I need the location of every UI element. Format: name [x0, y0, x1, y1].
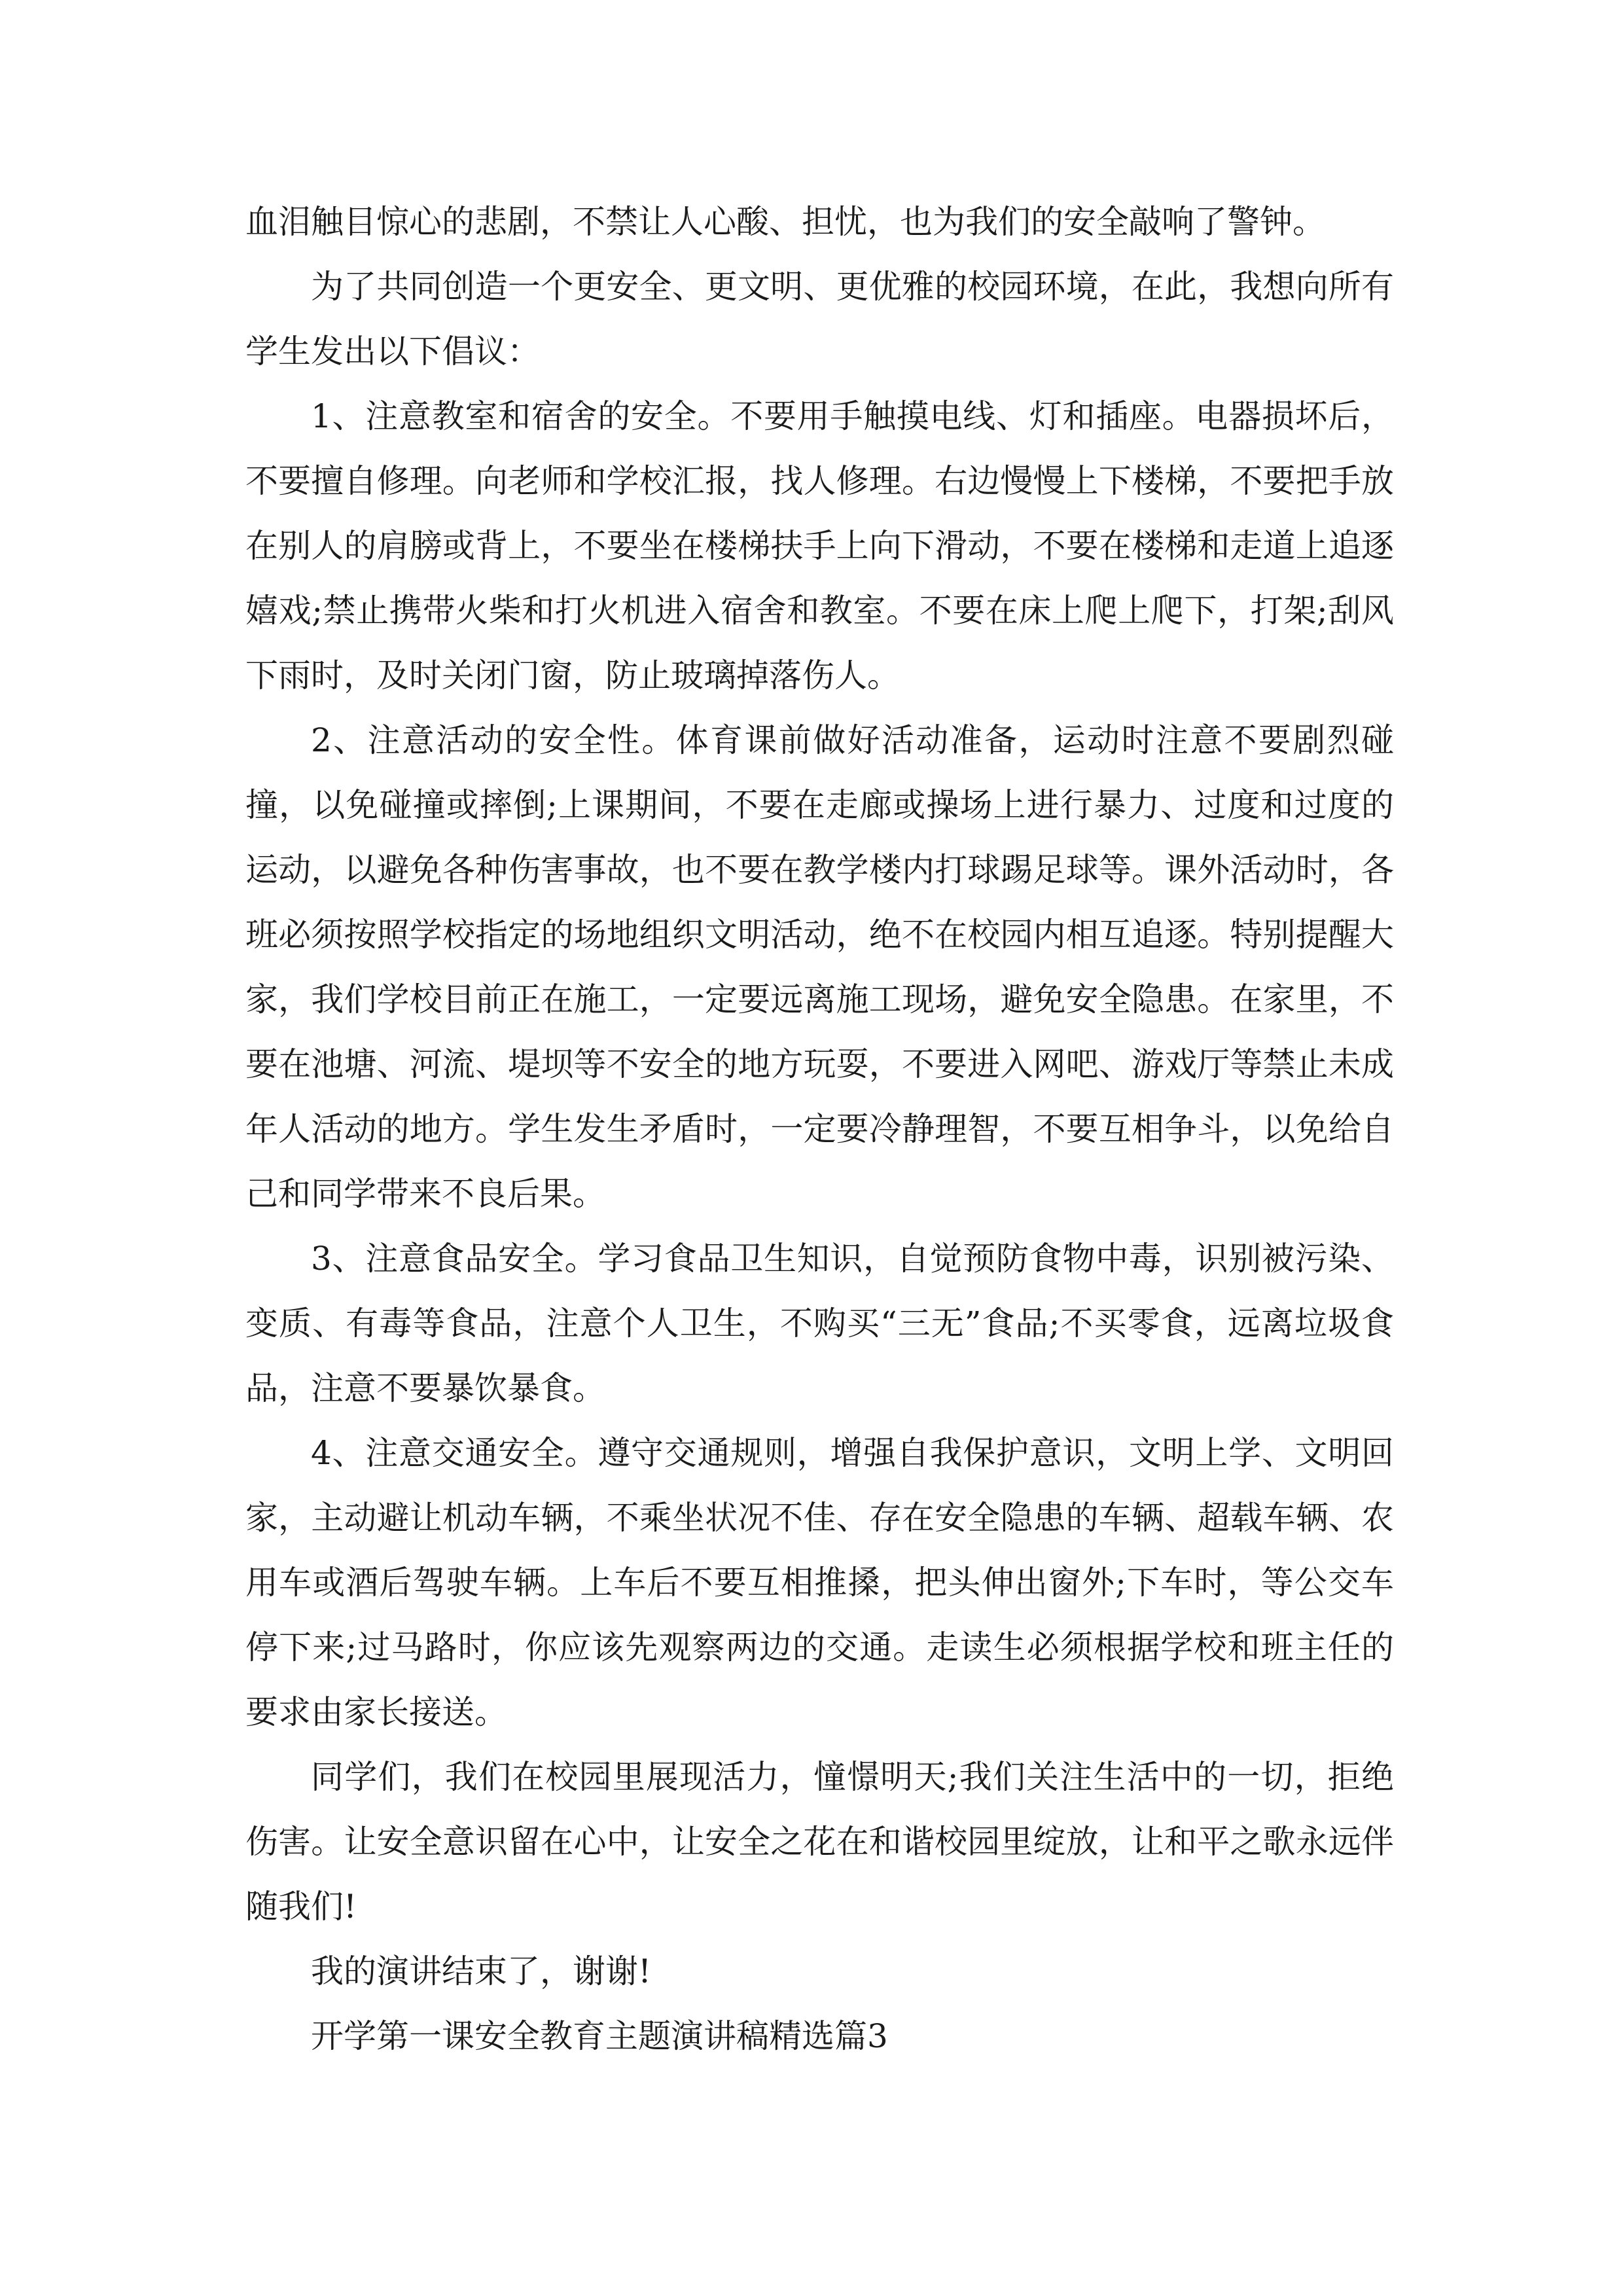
section-heading: 开学第一课安全教育主题演讲稿精选篇3: [311, 2017, 888, 2055]
document-body: [245, 190, 1394, 2069]
paragraph-item-3: 3、注意食品安全。学习食品卫生知识，自觉预防食物中毒，识别被污染、变质、有毒等食品，注意个人卫生，不购买“三无”食品;不买零食，远离垃圾食品，注意不要暴饮暴食。: [245, 1240, 1394, 1407]
paragraph-closing: 同学们，我们在校园里展现活力，憧憬明天;我们关注生活中的一切，拒绝伤害。让安全意识留在心中，让安全之花在和谐校园里绽放，让和平之歌永远伴随我们!: [245, 1758, 1394, 1926]
paragraph-item-1: 1、注意教室和宿舍的安全。不要用手触摸电线、灯和插座。电器损坏后，不要擅自修理。向老师和学校汇报，找人修理。右边慢慢上下楼梯，不要把手放在别人的肩膀或背上，不要坐在楼梯扶手上向下滑动，不要在楼梯和走道上追逐嬉戏;禁止携带火柴和打火机进入宿舍和教室。不要在床上爬上爬下，打架;刮风下雨时，及时关闭门窗，防止玻璃掉落伤人。: [245, 397, 1394, 694]
paragraph-intro: 为了共同创造一个更安全、更文明、更优雅的校园环境，在此，我想向所有学生发出以下倡议：: [245, 268, 1394, 370]
paragraph-item-2: 2、注意活动的安全性。体育课前做好活动准备，运动时注意不要剧烈碰撞，以免碰撞或摔倒;上课期间，不要在走廊或操场上进行暴力、过度和过度的运动，以避免各种伤害事故，也不要在教学楼内打球踢足球等。课外活动时，各班必须按照学校指定的场地组织文明活动，绝不在校园内相互追逐。特别提醒大家，我们学校目前正在施工，一定要远离施工现场，避免安全隐患。在家里，不要在池塘、河流、堤坝等不安全的地方玩耍，不要进入网吧、游戏厅等禁止未成年人活动的地方。学生发生矛盾时，一定要冷静理智，不要互相争斗，以免给自己和同学带来不良后果。: [245, 721, 1394, 1213]
paragraph-thanks: 我的演讲结束了，谢谢!: [311, 1952, 652, 1990]
paragraph-continued: 血泪触目惊心的悲剧，不禁让人心酸、担忧，也为我们的安全敲响了警钟。: [245, 203, 1325, 241]
paragraph-item-4: 4、注意交通安全。遵守交通规则，增强自我保护意识，文明上学、文明回家，主动避让机动车辆，不乘坐状况不佳、存在安全隐患的车辆、超载车辆、农用车或酒后驾驶车辆。上车后不要互相推搡，把头伸出窗外;下车时，等公交车停下来;过马路时，你应该先观察两边的交通。走读生必须根据学校和班主任的要求由家长接送。: [245, 1434, 1394, 1731]
